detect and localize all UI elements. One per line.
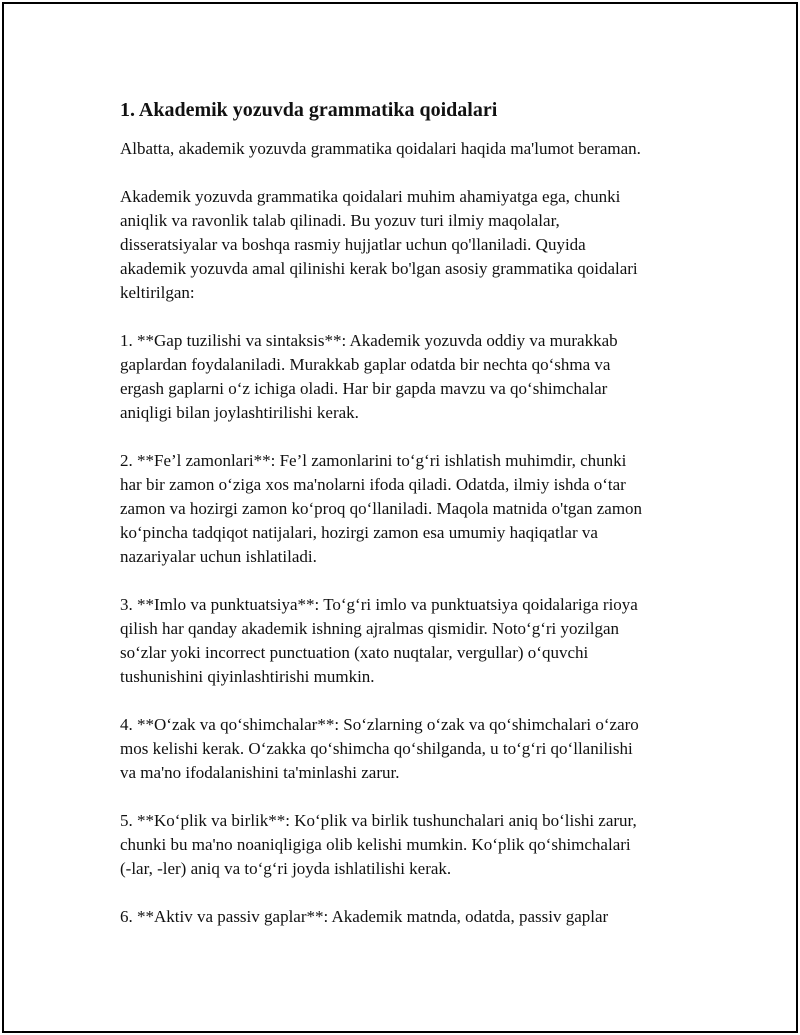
paragraph-line: keltirilgan: bbox=[120, 283, 195, 302]
paragraph-line: disseratsiyalar va boshqa rasmiy hujjatlar uchun qo'llaniladi. Quyida bbox=[120, 235, 586, 254]
paragraph-line: tushunishini qiyinlashtirishi mumkin. bbox=[120, 667, 375, 686]
paragraph-line: (-lar, -ler) aniq va to‘g‘ri joyda ishlatilishi kerak. bbox=[120, 859, 452, 878]
paragraph bbox=[120, 809, 700, 881]
paragraph-line: va ma'no ifodalanishini ta'minlashi zarur. bbox=[120, 763, 400, 782]
paragraph bbox=[120, 137, 700, 161]
paragraph-line: akademik yozuvda amal qilinishi kerak bo'lgan asosiy grammatika qoidalari bbox=[120, 259, 638, 278]
paragraph-line: Akademik yozuvda grammatika qoidalari muhim ahamiyatga ega, chunki bbox=[120, 187, 621, 206]
paragraph bbox=[120, 185, 700, 305]
paragraph-line: so‘zlar yoki incorrect punctuation (xato nuqtalar, vergullar) o‘quvchi bbox=[120, 643, 589, 662]
paragraph bbox=[120, 593, 700, 689]
document-body bbox=[120, 96, 700, 953]
paragraph-list bbox=[120, 137, 700, 929]
paragraph-line: nazariyalar uchun ishlatiladi. bbox=[120, 547, 317, 566]
paragraph-line: har bir zamon o‘ziga xos ma'nolarni ifoda qiladi. Odatda, ilmiy ishda o‘tar bbox=[120, 475, 626, 494]
paragraph-line: Albatta, akademik yozuvda grammatika qoidalari haqida ma'lumot beraman. bbox=[120, 139, 641, 158]
paragraph bbox=[120, 905, 700, 929]
paragraph-line: aniqligi bilan joylashtirilishi kerak. bbox=[120, 403, 359, 422]
paragraph-line: mos kelishi kerak. O‘zakka qo‘shimcha qo‘shilganda, u to‘g‘ri qo‘llanilishi bbox=[120, 739, 633, 758]
paragraph-line: 3. **Imlo va punktuatsiya**: To‘g‘ri imlo va punktuatsiya qoidalariga rioya bbox=[120, 595, 638, 614]
paragraph-line: 1. **Gap tuzilishi va sintaksis**: Akademik yozuvda oddiy va murakkab bbox=[120, 331, 618, 350]
document-title: 1. Akademik yozuvda grammatika qoidalari bbox=[120, 99, 498, 121]
paragraph-line: ergash gaplarni o‘z ichiga oladi. Har bir gapda mavzu va qo‘shimchalar bbox=[120, 379, 608, 398]
paragraph-line: 4. **O‘zak va qo‘shimchalar**: So‘zlarning o‘zak va qo‘shimchalari o‘zaro bbox=[120, 715, 639, 734]
paragraph-line: aniqlik va ravonlik talab qilinadi. Bu yozuv turi ilmiy maqolalar, bbox=[120, 211, 560, 230]
paragraph bbox=[120, 449, 700, 569]
paragraph bbox=[120, 329, 700, 425]
paragraph-line: 5. **Ko‘plik va birlik**: Ko‘plik va birlik tushunchalari aniq bo‘lishi zarur, bbox=[120, 811, 637, 830]
paragraph bbox=[120, 713, 700, 785]
document-page bbox=[2, 2, 798, 1033]
paragraph-line: ko‘pincha tadqiqot natijalari, hozirgi zamon esa umumiy haqiqatlar va bbox=[120, 523, 598, 542]
paragraph-line: 2. **Fe’l zamonlari**: Fe’l zamonlarini to‘g‘ri ishlatish muhimdir, chunki bbox=[120, 451, 627, 470]
paragraph-line: qilish har qanday akademik ishning ajralmas qismidir. Noto‘g‘ri yozilgan bbox=[120, 619, 620, 638]
paragraph-line: zamon va hozirgi zamon ko‘proq qo‘llaniladi. Maqola matnida o'tgan zamon bbox=[120, 499, 643, 518]
paragraph-line: chunki bu ma'no noaniqligiga olib kelishi mumkin. Ko‘plik qo‘shimchalari bbox=[120, 835, 631, 854]
paragraph-line: 6. **Aktiv va passiv gaplar**: Akademik matnda, odatda, passiv gaplar bbox=[120, 907, 609, 926]
paragraph-line: gaplardan foydalaniladi. Murakkab gaplar odatda bir nechta qo‘shma va bbox=[120, 355, 611, 374]
